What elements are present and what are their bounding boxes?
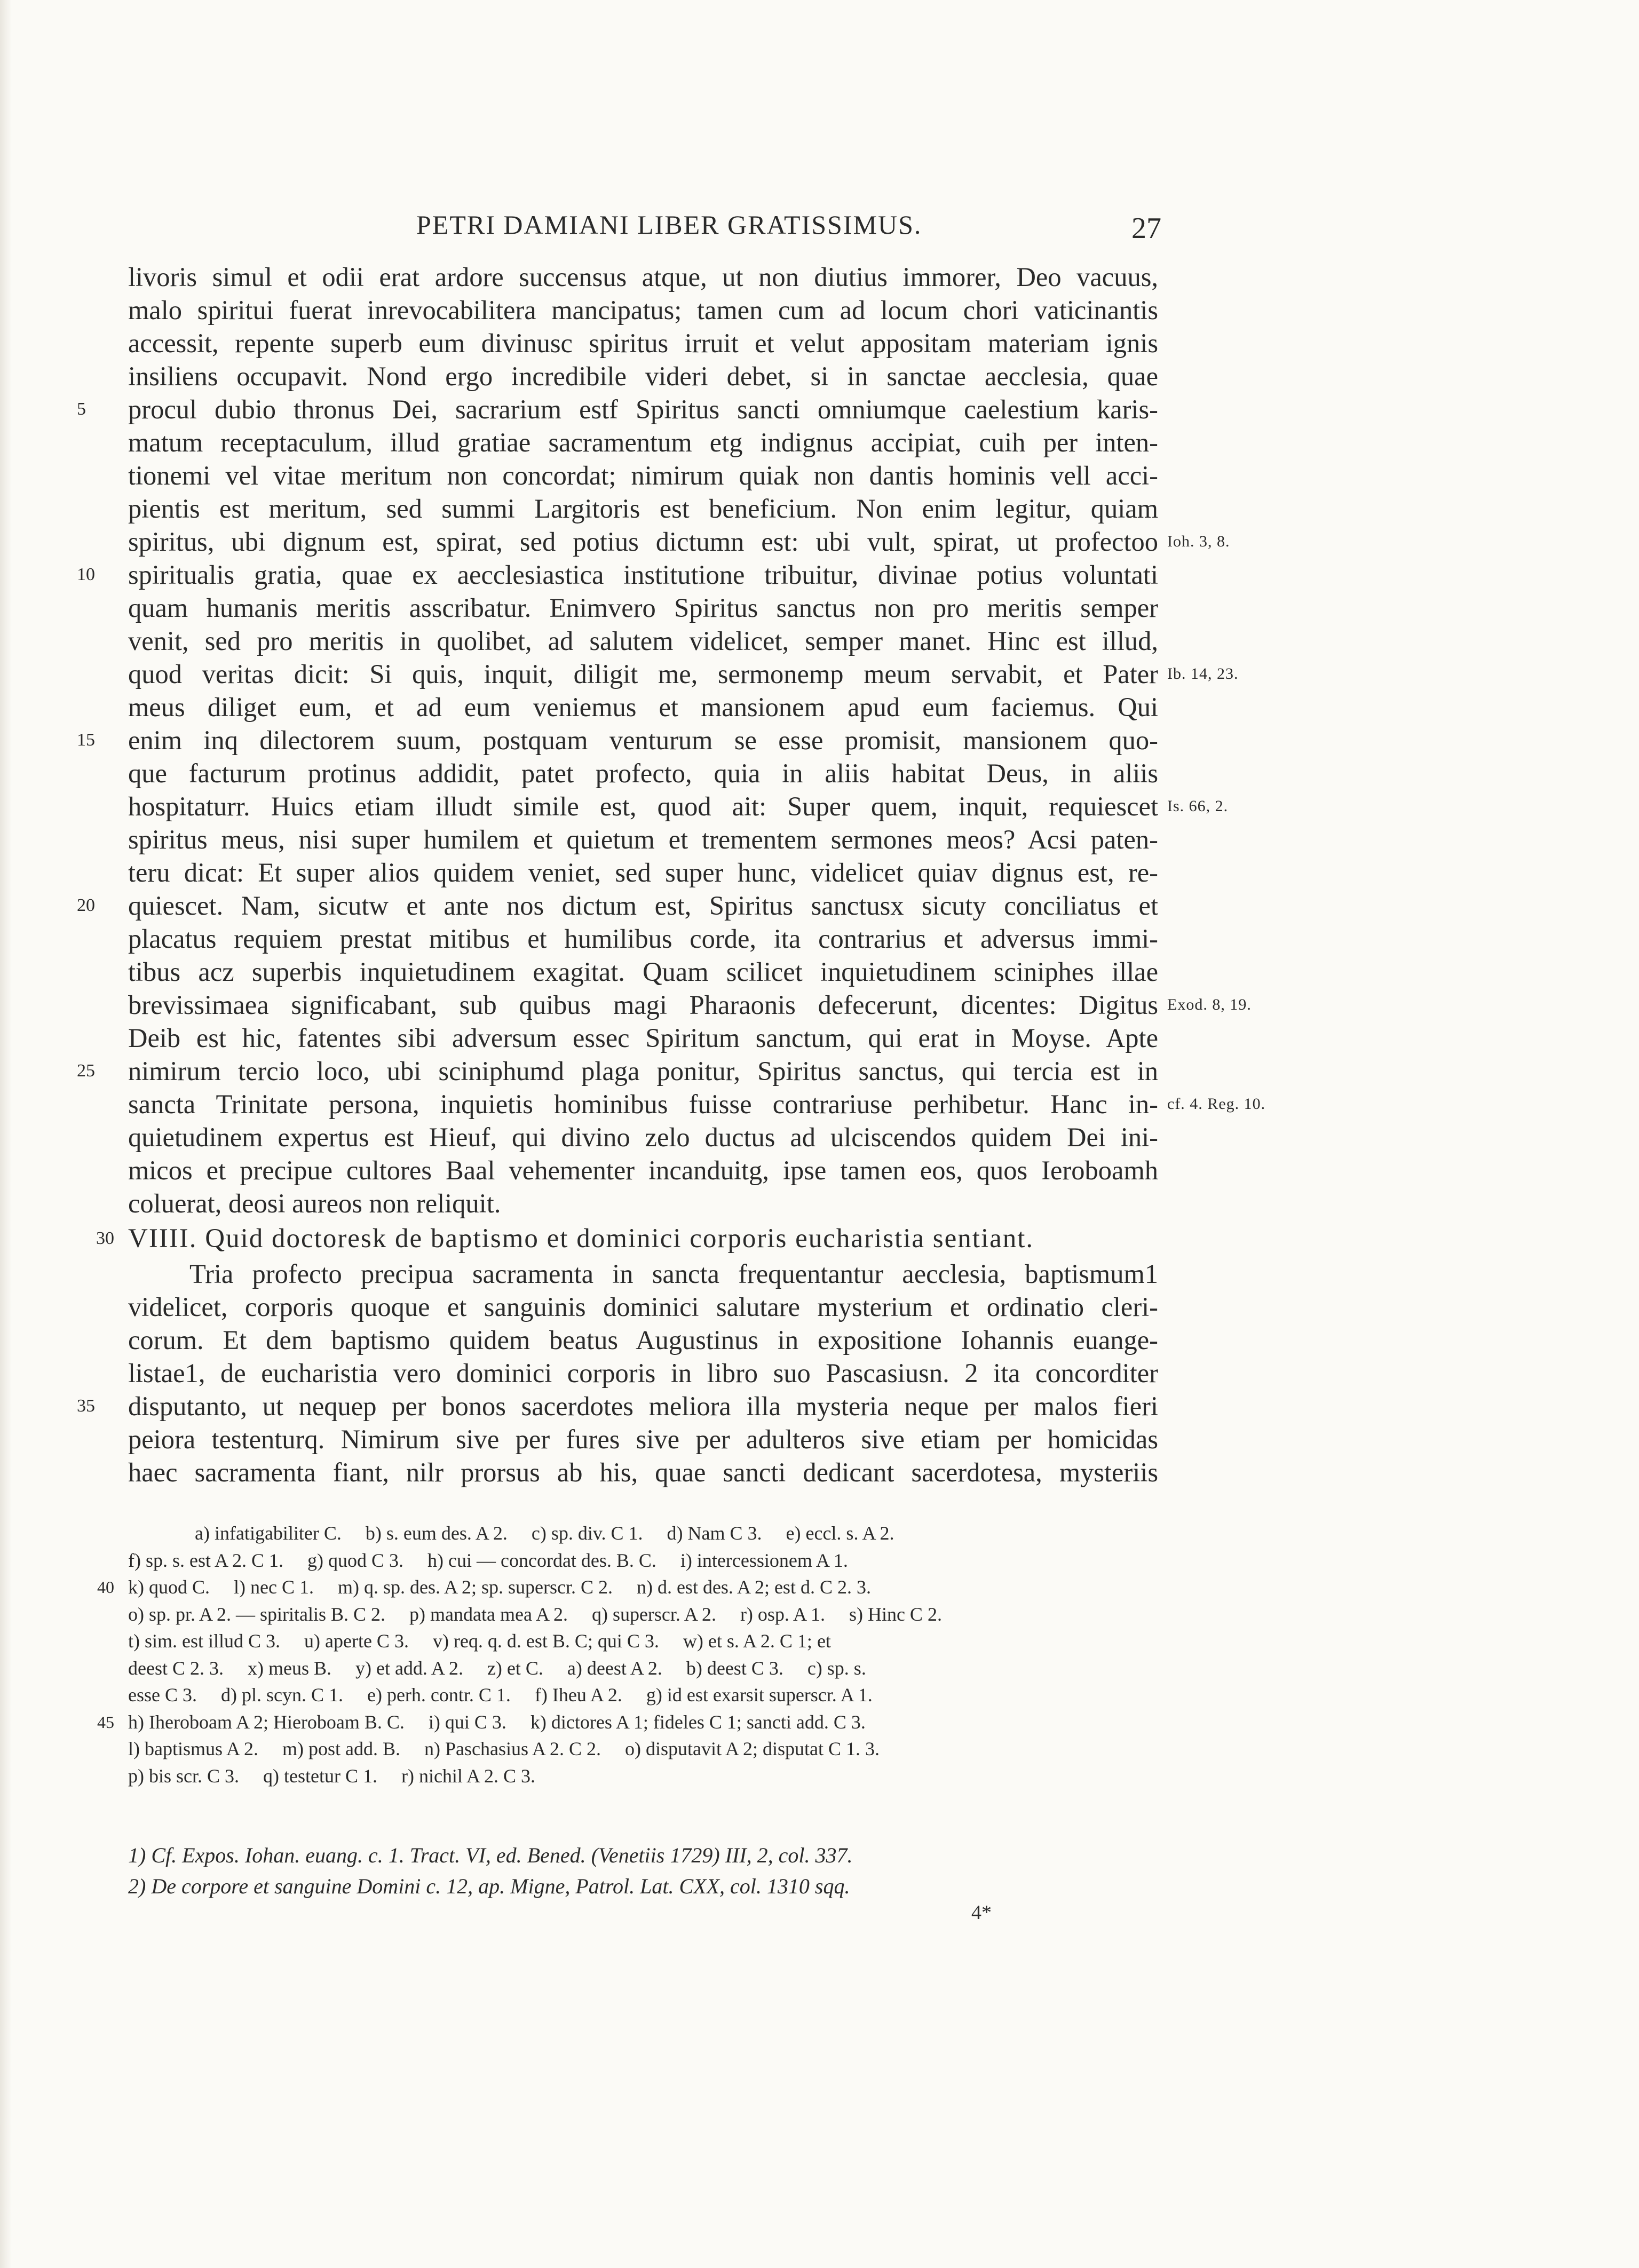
text-line	[128, 757, 1158, 790]
text-line	[128, 426, 1158, 459]
text-line	[128, 294, 1158, 327]
footnote: 1) Cf. Expos. Iohan. euang. c. 1. Tract. VI, ed. Bened. (Venetiis 1729) III, 2, col. 337.	[128, 1843, 853, 1867]
line-text: hospitaturr. Huics etiam illudt simile est, quod ait: Super quem, inquit, requiescet	[128, 791, 1158, 821]
text-line	[77, 724, 1158, 757]
line-text: que facturum protinus addidit, patet profecto, quia in aliis habitat Deus, in aliis	[128, 758, 1158, 788]
text-line	[128, 459, 1158, 492]
line-number: 10	[77, 565, 95, 584]
note-text: a) infatigabiliter C. b) s. eum des. A 2. c) sp. div. C 1. d) Nam C 3. e) eccl. s. A 2.	[195, 1522, 894, 1544]
line-text: spiritus meus, nisi super humilem et quietum et trementem sermones meos? Acsi paten-	[128, 824, 1158, 854]
critical-apparatus	[97, 1520, 1158, 1789]
signature-mark: 4*	[971, 1901, 992, 1924]
critical-note-line	[128, 1520, 1158, 1547]
chapter-heading	[96, 1222, 1158, 1255]
text-line	[128, 624, 1158, 657]
text-line	[77, 558, 1158, 591]
margin-reference: Ib. 14, 23.	[1167, 665, 1239, 683]
line-text: placatus requiem prestat mitibus et humilibus corde, ita contrarius et adversus immi-	[128, 924, 1158, 954]
line-text: enim inq dilectorem suum, postquam venturum se esse promisit, mansionem quo-	[128, 725, 1158, 755]
margin-reference: cf. 4. Reg. 10.	[1167, 1095, 1266, 1113]
text-line	[128, 1021, 1158, 1054]
note-text: deest C 2. 3. x) meus B. y) et add. A 2. z) et C. a) deest A 2. b) deest C 3. c) sp. s.	[128, 1657, 866, 1679]
line-text: matum receptaculum, illud gratiae sacramentum etg indignus accipiat, cuih per inten-	[128, 427, 1158, 457]
text-line	[128, 1290, 1158, 1323]
note-text: t) sim. est illud C 3. u) aperte C 3. v) req. q. d. est B. C; qui C 3. w) et s. A 2. C 1; et	[128, 1630, 831, 1652]
margin-reference: Is. 66, 2.	[1167, 797, 1229, 815]
text-line	[128, 1357, 1158, 1390]
page-number: 27	[1131, 212, 1161, 245]
line-text: coluerat, deosi aureos non reliquit.	[128, 1188, 501, 1218]
text-line	[77, 393, 1158, 426]
line-number: 25	[77, 1061, 95, 1081]
line-text: brevissimaea significabant, sub quibus magi Pharaonis defecerunt, dicentes: Digitus	[128, 990, 1158, 1020]
line-text: disputanto, ut nequep per bonos sacerdotes meliora illa mysteria neque per malos fieri	[128, 1391, 1158, 1421]
line-number: 30	[96, 1228, 114, 1248]
line-text: peiora testenturq. Nimirum sive per fures sive per adulteros sive etiam per homicidas	[128, 1424, 1158, 1454]
text-line	[128, 1423, 1158, 1456]
text-line	[128, 591, 1158, 624]
line-text: procul dubio thronus Dei, sacrarium estf Spiritus sancti omniumque caelestium karis-	[128, 394, 1158, 424]
text-line	[128, 922, 1158, 955]
line-text: meus diliget eum, et ad eum veniemus et mansionem apud eum faciemus. Qui	[128, 692, 1158, 722]
text-line	[128, 1154, 1158, 1187]
line-text: spiritualis gratia, quae ex aecclesiastica institutione tribuitur, divinae potius voluntati	[128, 560, 1158, 590]
critical-note-line	[128, 1682, 1158, 1709]
line-text: listae1, de eucharistia vero dominici corporis in libro suo Pascasiusn. 2 ita concorditer	[128, 1358, 1158, 1388]
line-text: venit, sed pro meritis in quolibet, ad salutem videlicet, semper manet. Hinc est illud,	[128, 626, 1158, 656]
critical-note-line	[128, 1735, 1158, 1763]
line-text: micos et precipue cultores Baal vehementer incanduitg, ipse tamen eos, quos Ieroboamh	[128, 1155, 1158, 1185]
text-line	[128, 1121, 1158, 1154]
margin-reference: Exod. 8, 19.	[1167, 996, 1252, 1013]
line-text: sancta Trinitate persona, inquietis hominibus fuisse contrariuse perhibetur. Hanc in-	[128, 1089, 1158, 1119]
line-text: accessit, repente superb eum divinusc spiritus irruit et velut appositam materiam ignis	[128, 328, 1158, 358]
line-text: spiritus, ubi dignum est, spirat, sed potius dictumn est: ubi vult, spirat, ut profectoo	[128, 527, 1158, 557]
text-line	[128, 657, 1239, 691]
line-text: livoris simul et odii erat ardore succensus atque, ut non diutius immorer, Deo vacuus,	[128, 262, 1158, 292]
text-line	[128, 691, 1158, 724]
critical-note-line	[97, 1709, 1158, 1736]
text-line	[128, 525, 1230, 558]
note-text: l) baptismus A 2. m) post add. B. n) Paschasius A 2. C 2. o) disputavit A 2; disputat C 1. 3.	[128, 1738, 880, 1759]
text-line	[128, 955, 1158, 988]
running-title: PETRI DAMIANI LIBER GRATISSIMUS.	[416, 210, 922, 240]
line-number: 40	[97, 1577, 114, 1597]
footnote: 2) De corpore et sanguine Domini c. 12, ap. Migne, Patrol. Lat. CXX, col. 1310 sqq.	[128, 1874, 850, 1898]
text-line	[128, 260, 1158, 294]
critical-note-line	[128, 1547, 1158, 1574]
footnotes	[128, 1840, 1158, 1902]
line-text: nimirum tercio loco, ubi sciniphumd plaga ponitur, Spiritus sanctus, qui tercia est in	[128, 1056, 1158, 1086]
text-line	[128, 856, 1158, 889]
margin-reference: Ioh. 3, 8.	[1167, 533, 1230, 550]
note-text: esse C 3. d) pl. scyn. C 1. e) perh. contr. C 1. f) Iheu A 2. g) id est exarsit superscr. A 1.	[128, 1684, 873, 1706]
line-text: quietudinem expertus est Hieuf, qui divino zelo ductus ad ulciscendos quidem Dei ini-	[128, 1122, 1158, 1152]
line-text: malo spiritui fuerat inrevocabilitera mancipatus; tamen cum ad locum chori vaticinantis	[128, 295, 1158, 325]
critical-note-line	[97, 1574, 1158, 1601]
critical-note-line	[128, 1601, 1158, 1628]
line-number: 35	[77, 1396, 95, 1416]
line-text: quiescet. Nam, sicutw et ante nos dictum est, Spiritus sanctusx sicuty conciliatus et	[128, 891, 1158, 921]
note-text: h) Iheroboam A 2; Hieroboam B. C. i) qui C 3. k) dictores A 1; fideles C 1; sancti add. C 3.	[128, 1711, 866, 1733]
line-text: quam humanis meritis asscribatur. Enimvero Spiritus sanctus non pro meritis semper	[128, 593, 1158, 623]
note-text: p) bis scr. C 3. q) testetur C 1. r) nichil A 2. C 3.	[128, 1765, 535, 1787]
line-number: 20	[77, 895, 95, 915]
text-line	[128, 360, 1158, 393]
line-text: pientis est meritum, sed summi Largitoris est beneficium. Non enim legitur, quiam	[128, 494, 1158, 524]
line-text: quod veritas dicit: Si quis, inquit, diligit me, sermonemp meum servabit, et Pater	[128, 659, 1158, 689]
line-text: tionemi vel vitae meritum non concordat; nimirum quiak non dantis hominis vell acci-	[128, 461, 1158, 490]
line-text: Tria profecto precipua sacramenta in sancta frequentantur aecclesia, baptismum1	[189, 1259, 1158, 1289]
text-line	[128, 823, 1158, 856]
line-text: insiliens occupavit. Nond ergo incredibile videri debet, si in sanctae aecclesia, quae	[128, 361, 1158, 391]
text-line	[128, 327, 1158, 360]
line-number: 45	[97, 1712, 114, 1732]
text-line	[128, 1323, 1158, 1357]
line-text: videlicet, corporis quoque et sanguinis dominici salutare mysterium et ordinatio cleri-	[128, 1292, 1158, 1322]
text-line	[128, 1456, 1158, 1489]
text-line	[77, 1054, 1158, 1088]
line-text: Deib est hic, fatentes sibi adversum essec Spiritum sanctum, qui erat in Moyse. Apte	[128, 1023, 1158, 1053]
line-text: teru dicat: Et super alios quidem veniet, sed super hunc, videlicet quiav dignus est, re-	[128, 858, 1158, 887]
chapter-heading-text: VIIII. Quid doctoresk de baptismo et dominici corporis eucharistia sentiant.	[128, 1224, 1034, 1254]
critical-note-line	[128, 1655, 1158, 1682]
text-line	[77, 1390, 1158, 1423]
critical-note-line	[128, 1763, 1158, 1790]
text-line	[128, 1257, 1158, 1290]
line-number: 5	[77, 399, 86, 419]
main-text-block	[77, 260, 1266, 1220]
note-text: o) sp. pr. A 2. — spiritalis B. C 2. p) mandata mea A 2. q) superscr. A 2. r) osp. A 1. s) Hinc C 2.	[128, 1603, 942, 1625]
line-number: 15	[77, 730, 95, 750]
text-line	[128, 790, 1229, 823]
text-line	[128, 988, 1252, 1021]
note-text: k) quod C. l) nec C 1. m) q. sp. des. A 2; sp. superscr. C 2. n) d. est des. A 2; est d. C 2. 3.	[128, 1576, 871, 1598]
line-text: tibus acz superbis inquietudinem exagitat. Quam scilicet inquietudinem sciniphes illae	[128, 957, 1158, 987]
text-line	[128, 1088, 1266, 1121]
chapter-text-block	[77, 1257, 1158, 1489]
line-text: corum. Et dem baptismo quidem beatus Augustinus in expositione Iohannis euange-	[128, 1325, 1158, 1355]
text-line	[128, 492, 1158, 525]
line-text: haec sacramenta fiant, nilr prorsus ab his, quae sancti dedicant sacerdotesa, mysteriis	[128, 1457, 1158, 1487]
note-text: f) sp. s. est A 2. C 1. g) quod C 3. h) cui — concordat des. B. C. i) intercessionem A 1.	[128, 1549, 848, 1571]
text-line	[128, 1187, 1158, 1220]
text-line	[77, 889, 1158, 922]
page-binding-edge	[0, 0, 12, 2268]
critical-note-line	[128, 1628, 1158, 1655]
